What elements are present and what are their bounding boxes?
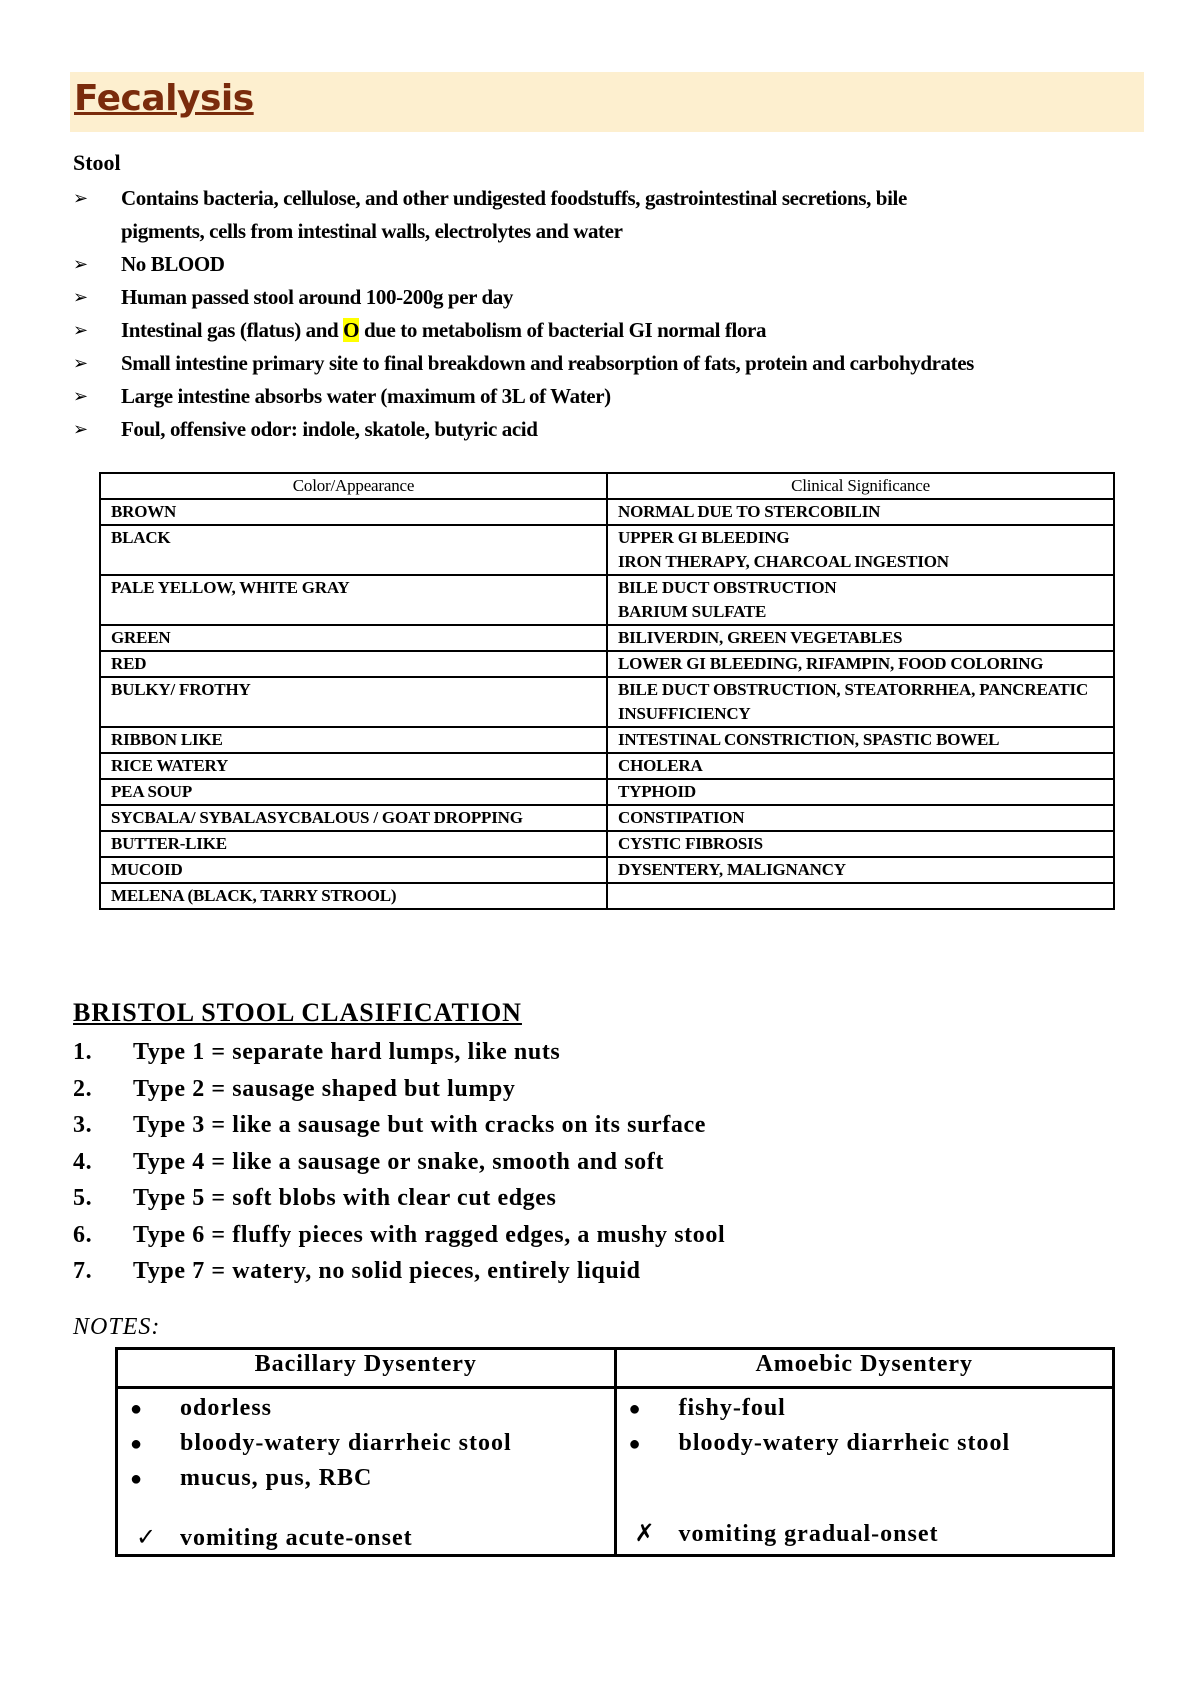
- significance-cell: [607, 779, 1114, 805]
- table-row: [100, 625, 1114, 651]
- list-item-text: No BLOOD: [121, 252, 225, 276]
- table-row: [100, 651, 1114, 677]
- bacillary-cell: [117, 1388, 616, 1556]
- amoebic-heading: Amoebic Dysentery: [615, 1349, 1114, 1388]
- color-cell: RICE WATERY: [100, 753, 607, 779]
- table-row: [100, 727, 1114, 753]
- list-item-text: Large intestine absorbs water (maximum of 3L of Water): [121, 384, 611, 408]
- list-item: [130, 1391, 614, 1426]
- list-item-text: bloody-watery diarrheic stool: [180, 1430, 512, 1456]
- list-number: 3.: [73, 1112, 93, 1138]
- table-row: [100, 805, 1114, 831]
- color-cell: BUTTER-LIKE: [100, 831, 607, 857]
- table-row: [100, 525, 1114, 575]
- significance-text: NORMAL DUE TO STERCOBILIN: [618, 502, 881, 521]
- bullet-dot-icon: ●: [628, 1398, 642, 1420]
- bullet-dot-icon: ●: [628, 1433, 642, 1455]
- bullet-dot-icon: ●: [130, 1398, 144, 1420]
- table-row: [117, 1388, 1114, 1556]
- list-item-text: Human passed stool around 100-200g per day: [121, 285, 514, 309]
- significance-cell: [607, 831, 1114, 857]
- stool-color-table: [99, 472, 1115, 910]
- list-item-text: Type 5 = soft blobs with clear cut edges: [133, 1185, 557, 1211]
- table-row: [100, 499, 1114, 525]
- significance-text-line2: BARIUM SULFATE: [618, 602, 767, 621]
- check-mark-icon: ✓: [136, 1523, 158, 1551]
- bacillary-heading: Bacillary Dysentery: [117, 1349, 616, 1388]
- bullet-dot-icon: ●: [130, 1433, 144, 1455]
- color-cell: PEA SOUP: [100, 779, 607, 805]
- stool-bullet-list: [73, 182, 1153, 446]
- list-item-text-continued: pigments, cells from intestinal walls, electrolytes and water: [121, 219, 623, 243]
- significance-text: BILIVERDIN, GREEN VEGETABLES: [618, 628, 903, 647]
- significance-text: CHOLERA: [618, 756, 703, 775]
- arrowhead-bullet-icon: ➢: [73, 287, 88, 308]
- list-item-text: fishy-foul: [678, 1395, 786, 1421]
- arrowhead-bullet-icon: ➢: [73, 419, 88, 440]
- list-item: [629, 1391, 1113, 1426]
- table-header-row: [100, 473, 1114, 499]
- list-item-text: Small intestine primary site to final breakdown and reabsorption of fats, protein and carbohydrates: [121, 351, 974, 375]
- bristol-list: [73, 1034, 725, 1290]
- stool-heading: Stool: [73, 150, 121, 175]
- list-item-text: Foul, offensive odor: indole, skatole, butyric acid: [121, 417, 538, 441]
- list-item: [73, 347, 1153, 380]
- significance-cell: [607, 753, 1114, 779]
- list-item: [73, 281, 1153, 314]
- significance-text: BILE DUCT OBSTRUCTION, STEATORRHEA, PANCREATIC INSUFFICIENCY: [618, 680, 1089, 723]
- significance-cell: [607, 805, 1114, 831]
- list-item: [73, 1180, 725, 1217]
- notes-label: NOTES:: [73, 1314, 161, 1340]
- significance-cell: [607, 651, 1114, 677]
- arrowhead-bullet-icon: ➢: [73, 386, 88, 407]
- significance-cell: [607, 727, 1114, 753]
- list-item: [73, 314, 1153, 347]
- dysentery-comparison-table: [115, 1347, 1115, 1557]
- color-cell: MUCOID: [100, 857, 607, 883]
- list-item-text: bloody-watery diarrheic stool: [678, 1430, 1011, 1456]
- significance-text: LOWER GI BLEEDING, RIFAMPIN, FOOD COLORING: [618, 654, 1044, 673]
- arrowhead-bullet-icon: ➢: [73, 254, 88, 275]
- list-item: [73, 248, 1153, 281]
- arrowhead-bullet-icon: ➢: [73, 188, 88, 209]
- list-number: 4.: [73, 1148, 93, 1175]
- significance-text: DYSENTERY, MALIGNANCY: [618, 860, 846, 879]
- list-item: [73, 1253, 725, 1290]
- significance-cell: [607, 499, 1114, 525]
- color-cell: MELENA (BLACK, TARRY STROOL): [100, 883, 607, 909]
- cross-mark-icon: ✗: [634, 1519, 656, 1547]
- table-row: [100, 779, 1114, 805]
- significance-cell: [607, 883, 1114, 909]
- table-row: [100, 575, 1114, 625]
- list-item: [73, 182, 1153, 248]
- list-item: [130, 1426, 614, 1461]
- list-item: [73, 380, 1153, 413]
- color-cell: PALE YELLOW, WHITE GRAY: [100, 575, 607, 625]
- list-item: [73, 1107, 725, 1144]
- list-item-text: Contains bacteria, cellulose, and other undigested foodstuffs, gastrointestinal secretions, bile: [121, 186, 907, 210]
- list-item-text: Type 1 = separate hard lumps, like nuts: [133, 1039, 561, 1065]
- color-cell: BULKY/ FROTHY: [100, 677, 607, 727]
- significance-cell: [607, 625, 1114, 651]
- list-item: [629, 1426, 1113, 1461]
- significance-text: CYSTIC FIBROSIS: [618, 834, 763, 853]
- table-row: [100, 883, 1114, 909]
- column-header-color: Color/Appearance: [100, 473, 607, 499]
- significance-text: UPPER GI BLEEDING: [618, 528, 790, 547]
- table-row: [100, 677, 1114, 727]
- significance-cell: [607, 857, 1114, 883]
- list-item-text: Type 2 = sausage shaped but lumpy: [133, 1075, 516, 1102]
- list-item: [73, 1217, 725, 1254]
- page-title: Fecalysis: [74, 78, 254, 119]
- significance-text: CONSTIPATION: [618, 808, 745, 827]
- list-item-text: odorless: [180, 1395, 272, 1421]
- list-item: [73, 1034, 725, 1071]
- list-item: [73, 1144, 725, 1181]
- list-number: 5.: [73, 1185, 93, 1211]
- amoebic-list: [617, 1389, 1113, 1461]
- list-item-text: Type 7 = watery, no solid pieces, entirely liquid: [133, 1258, 641, 1284]
- color-cell: BROWN: [100, 499, 607, 525]
- color-cell: RIBBON LIKE: [100, 727, 607, 753]
- bacillary-list: [118, 1389, 614, 1496]
- table-body: [100, 499, 1114, 909]
- table-row: [100, 857, 1114, 883]
- list-item-text: Intestinal gas (flatus) and: [121, 318, 344, 342]
- list-number: 6.: [73, 1221, 93, 1248]
- color-cell: RED: [100, 651, 607, 677]
- significance-text: BILE DUCT OBSTRUCTION: [618, 578, 837, 597]
- significance-cell: [607, 575, 1114, 625]
- vomiting-text: vomiting gradual-onset: [678, 1521, 939, 1547]
- color-cell: SYCBALA/ SYBALASYCBALOUS / GOAT DROPPING: [100, 805, 607, 831]
- list-item: [130, 1461, 614, 1496]
- table-header-row: [117, 1349, 1114, 1388]
- list-number: 2.: [73, 1075, 93, 1102]
- significance-text-line2: IRON THERAPY, CHARCOAL INGESTION: [618, 552, 949, 571]
- list-item: [73, 413, 1153, 446]
- list-item-text: Type 3 = like a sausage but with cracks on its surface: [133, 1112, 706, 1138]
- color-cell: BLACK: [100, 525, 607, 575]
- significance-text: INTESTINAL CONSTRICTION, SPASTIC BOWEL: [618, 730, 1000, 749]
- list-item-text: Type 6 = fluffy pieces with ragged edges, a mushy stool: [133, 1221, 726, 1248]
- arrowhead-bullet-icon: ➢: [73, 353, 88, 374]
- list-item: [73, 1071, 725, 1108]
- amoebic-cell: [615, 1388, 1114, 1556]
- arrowhead-bullet-icon: ➢: [73, 320, 88, 341]
- significance-cell: [607, 677, 1114, 727]
- highlighted-text: O: [343, 318, 360, 342]
- bacillary-vomiting: [136, 1523, 413, 1552]
- significance-text: TYPHOID: [618, 782, 696, 801]
- list-item-text: mucus, pus, RBC: [180, 1465, 373, 1491]
- list-item-text: due to metabolism of bacterial GI normal flora: [359, 318, 767, 342]
- table-row: [100, 831, 1114, 857]
- vomiting-text: vomiting acute-onset: [180, 1525, 413, 1551]
- column-header-significance: Clinical Significance: [607, 473, 1114, 499]
- list-item-text: Type 4 = like a sausage or snake, smooth and soft: [133, 1148, 664, 1175]
- amoebic-vomiting: [635, 1519, 939, 1548]
- color-cell: GREEN: [100, 625, 607, 651]
- bristol-heading: BRISTOL STOOL CLASIFICATION: [73, 998, 522, 1027]
- list-number: 1.: [73, 1039, 93, 1065]
- significance-cell: [607, 525, 1114, 575]
- bullet-dot-icon: ●: [130, 1468, 144, 1490]
- table-row: [100, 753, 1114, 779]
- list-number: 7.: [73, 1258, 93, 1284]
